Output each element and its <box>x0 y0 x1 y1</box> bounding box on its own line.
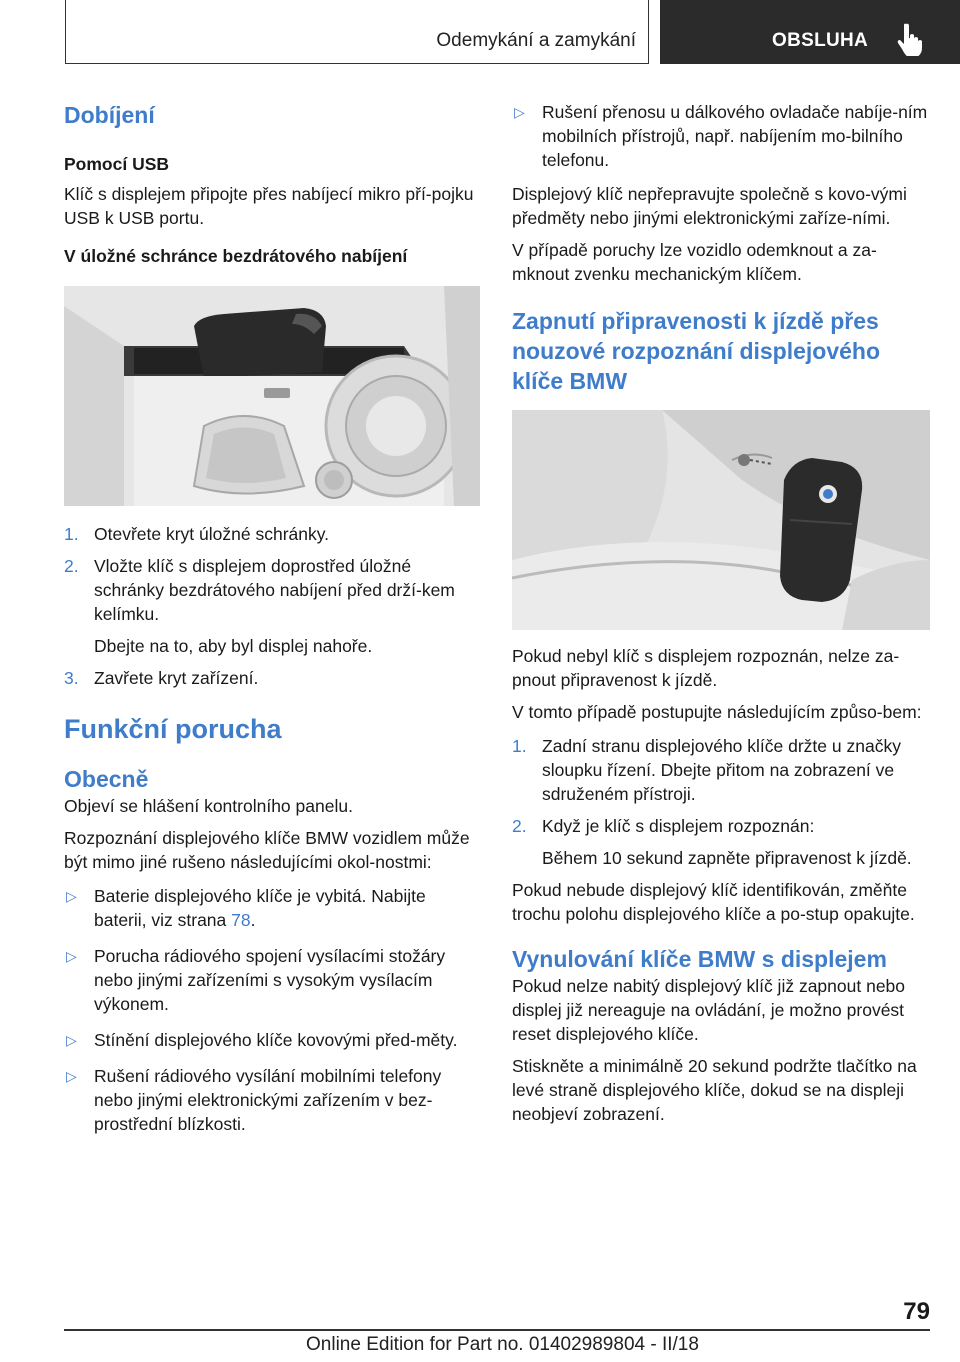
chapter-tab <box>660 0 960 64</box>
page-number: 79 <box>903 1298 930 1325</box>
para-general-2: Rozpoznání displejového klíče BMW vozidlem může být mimo jiné rušeno následujícími okol-nostmi: <box>64 828 470 872</box>
emergency-steps-list <box>512 734 930 870</box>
triangle-bullet-icon: ▷ <box>66 1032 77 1048</box>
triangle-bullet-icon: ▷ <box>514 104 525 120</box>
para-usb: Klíč s displejem připojte přes nabíjecí mikro pří-pojku USB k USB portu. <box>64 184 474 228</box>
footer-edition: Online Edition for Part no. 01402989804 - II/18 <box>306 1334 699 1355</box>
page-header <box>0 0 960 66</box>
section-title: Odemykání a zamykání <box>436 30 636 51</box>
heading-wireless: V úložné schránce bezdrátového nabíjení <box>64 246 408 266</box>
para-not-identified: Pokud nebude displejový klíč identifikován, změňte trochu polohu displejového klíče a po-stup opakujte. <box>512 880 915 924</box>
list-item: ▷ Rušení přenosu u dálkového ovladače nabíje-ním mobilních přístrojů, např. nabíjením mo-bilního telefonu. <box>514 102 928 170</box>
heading-emergency: Zapnutí připravenosti k jízdě přes nouzové rozpoznání displejového klíče BMW <box>512 308 881 394</box>
heading-general: Obecně <box>64 766 149 792</box>
footer-divider <box>64 1329 930 1331</box>
chapter-title: OBSLUHA <box>772 30 869 51</box>
page-link[interactable]: 78 <box>231 910 251 930</box>
list-item: ▷ Stínění displejového klíče kovovými před-měty. <box>66 1030 458 1050</box>
list-item: 2. Když je klíč s displejem rozpoznán: <box>512 816 815 836</box>
steering-column-key-illustration <box>512 410 930 630</box>
para-mechanical-key: V případě poruchy lze vozidlo odemknout a za-mknout zvenku mechanickým klíčem. <box>512 240 877 284</box>
list-item: Dbejte na to, aby byl displej nahoře. <box>94 636 373 656</box>
right-column <box>512 100 930 1126</box>
heading-usb: Pomocí USB <box>64 154 170 174</box>
list-item: 2. Vložte klíč s displejem doprostřed úložné schránky bezdrátového nabíjení před drží-kem kelímku. <box>64 556 455 624</box>
heading-charging: Dobíjení <box>64 102 155 128</box>
left-column <box>64 100 480 1136</box>
list-item: ▷ Baterie displejového klíče je vybitá. Nabijte baterii, viz strana 78. <box>66 886 426 930</box>
para-procedure: V tomto případě postupujte následujícím způso-bem: <box>512 702 922 722</box>
list-item: Během 10 sekund zapněte připravenost k jízdě. <box>542 848 912 868</box>
steps-list <box>64 522 480 690</box>
list-item: 3. Zavřete kryt zařízení. <box>64 668 259 688</box>
triangle-bullet-icon: ▷ <box>66 888 77 904</box>
pointing-hand-icon <box>896 22 926 56</box>
list-item: 1. Otevřete kryt úložné schránky. <box>64 524 330 544</box>
para-not-recognized: Pokud nebyl klíč s displejem rozpoznán, nelze za-pnout připravenost k jízdě. <box>512 646 900 690</box>
list-item: ▷ Porucha rádiového spojení vysílacími stožáry nebo jinými zařízeními s vysokým vysílacím výkonem. <box>66 946 446 1014</box>
triangle-bullet-icon: ▷ <box>66 1068 77 1084</box>
wireless-charging-tray-illustration <box>64 286 480 506</box>
para-general-1: Objeví se hlášení kontrolního panelu. <box>64 796 353 816</box>
para-reset-2: Stiskněte a minimálně 20 sekund podržte tlačítko na levé straně displejového klíče, dokud se na displeji neobjeví zobrazení. <box>512 1056 917 1124</box>
bullet-list <box>64 884 480 1136</box>
section-tab <box>65 0 649 64</box>
triangle-bullet-icon: ▷ <box>66 948 77 964</box>
para-metal-objects: Displejový klíč nepřepravujte společně s kovo-vými předměty nebo jinými elektronickými zaříze-ními. <box>512 184 907 228</box>
heading-reset: Vynulování klíče BMW s displejem <box>512 946 887 972</box>
para-reset-1: Pokud nelze nabitý displejový klíč již zapnout nebo displej již nereaguje na ovládání, je možno provést reset displejového klíče. <box>512 976 906 1044</box>
list-item: 1. Zadní stranu displejového klíče držte u značky sloupku řízení. Dbejte přitom na zobrazení ve sdruženém přístroji. <box>512 736 901 804</box>
list-item: ▷ Rušení rádiového vysílání mobilními telefony nebo jinými elektronickými zařízením v bez-prostřední blízkosti. <box>66 1066 442 1134</box>
heading-fault: Funkční porucha <box>64 714 282 744</box>
